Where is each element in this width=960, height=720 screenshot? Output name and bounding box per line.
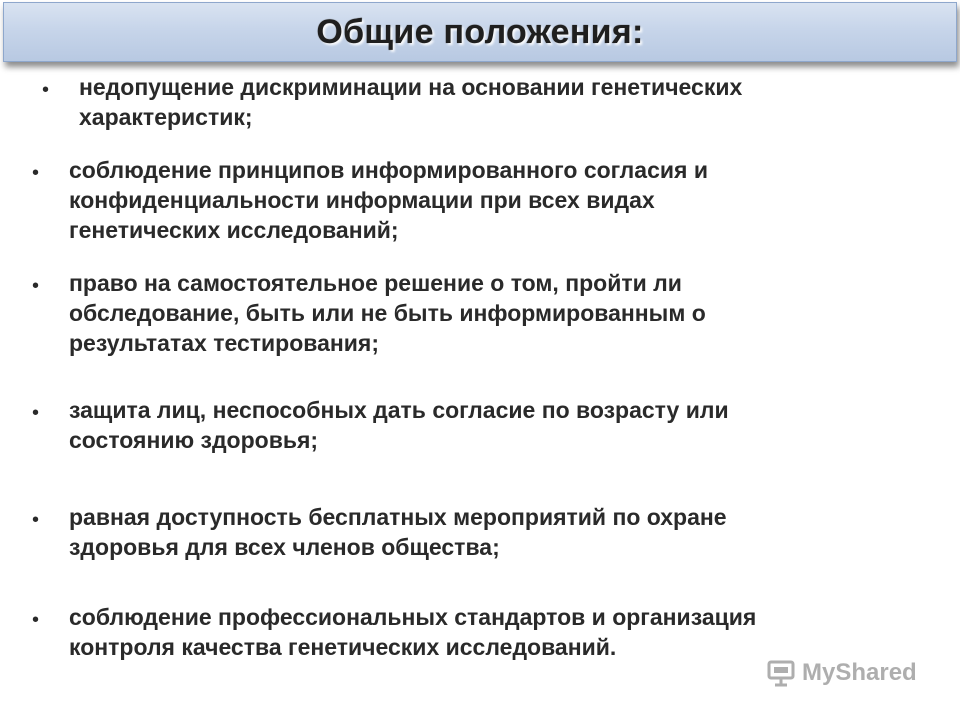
list-item-2-line-3: генетических исследований; (69, 217, 399, 243)
list-item-3-line-1: право на самостоятельное решение о том, пройти ли (69, 270, 682, 296)
bullet-1: • (42, 79, 50, 101)
presentation-icon (766, 658, 796, 688)
list-item-4 (69, 395, 729, 455)
watermark-text: MyShared (802, 659, 917, 686)
list-item-3-line-3: результатах тестирования; (69, 330, 379, 356)
bullet-2: • (32, 162, 40, 184)
list-item-2-line-2: конфиденциальности информации при всех видах (69, 187, 655, 213)
list-item-1-line-2: характеристик; (79, 104, 253, 130)
list-item-1-line-1: недопущение дискриминации на основании генетических (79, 74, 743, 100)
slide-title: Общие положения: (316, 12, 644, 51)
list-item-2 (69, 155, 708, 245)
bullet-5: • (32, 509, 40, 531)
list-item-5-line-1: равная доступность бесплатных мероприятий по охране (69, 504, 727, 530)
list-item-4-line-2: состоянию здоровья; (69, 427, 319, 453)
list-item-6-line-1: соблюдение профессиональных стандартов и организация (69, 604, 757, 630)
list-item-6-line-2: контроля качества генетических исследований. (69, 634, 617, 660)
list-item-5 (69, 502, 727, 562)
list-item-3 (69, 268, 706, 358)
bullet-6: • (32, 609, 40, 631)
list-item-5-line-2: здоровья для всех членов общества; (69, 534, 500, 560)
bullet-3: • (32, 275, 40, 297)
myshared-watermark (766, 656, 926, 690)
list-item-2-line-1: соблюдение принципов информированного согласия и (69, 157, 708, 183)
list-item-6 (69, 602, 756, 662)
title-bar (3, 2, 957, 62)
list-item-4-line-1: защита лиц, неспособных дать согласие по возрасту или (69, 397, 729, 423)
list-item-1 (79, 72, 742, 132)
bullet-4: • (32, 402, 40, 424)
list-item-3-line-2: обследование, быть или не быть информированным о (69, 300, 706, 326)
